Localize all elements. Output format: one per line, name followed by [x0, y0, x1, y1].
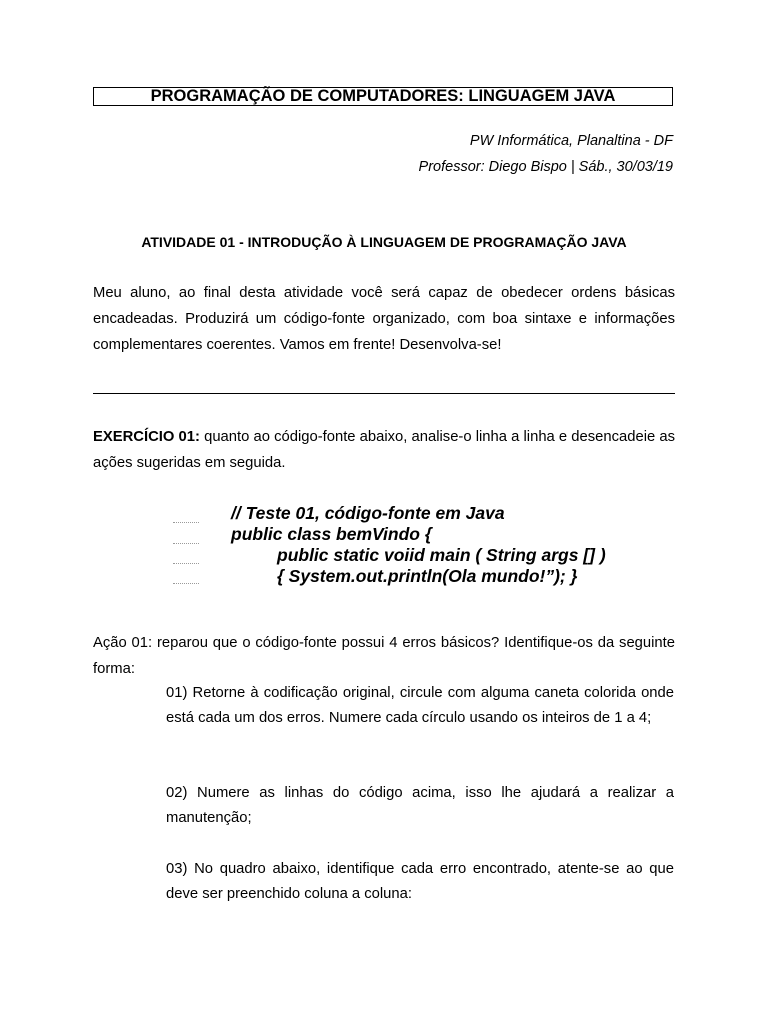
- section-divider: [93, 393, 675, 394]
- document-title: PROGRAMAÇÃO DE COMPUTADORES: LINGUAGEM JAVA: [93, 87, 673, 106]
- action-item: 02) Numere as linhas do código acima, isso lhe ajudará a realizar a manutenção;: [166, 785, 674, 826]
- exercise-label: EXERCÍCIO 01:: [93, 429, 200, 445]
- activity-title: ATIVIDADE 01 - INTRODUÇÃO À LINGUAGEM DE PROGRAMAÇÃO JAVA: [141, 234, 627, 250]
- exercise-text: quanto ao código-fonte abaixo, analise-o linha a linha e desencadeie as ações sugeridas em seguida.: [93, 429, 675, 471]
- action-item: 01) Retorne à codificação original, circule com alguma caneta colorida onde está cada um dos erros. Numere cada círculo usando os inteiros de 1 a 4;: [166, 685, 674, 726]
- line-marker: [173, 583, 199, 584]
- line-marker: [173, 563, 199, 564]
- action-item: 03) No quadro abaixo, identifique cada erro encontrado, atente-se ao que deve ser preenchido coluna a coluna:: [166, 861, 674, 902]
- code-line: { System.out.println(Ola mundo!”); }: [277, 566, 578, 586]
- line-marker: [173, 522, 199, 523]
- institution-line: PW Informática, Planaltina - DF: [469, 133, 673, 149]
- exercise-paragraph: [93, 424, 675, 476]
- code-line: public class bemVindo {: [231, 524, 432, 544]
- code-line: // Teste 01, código-fonte em Java: [231, 503, 505, 523]
- code-line: public static voiid main ( String args [] ): [277, 545, 606, 565]
- professor-date-line: Professor: Diego Bispo | Sáb., 30/03/19: [418, 159, 673, 175]
- intro-paragraph: Meu aluno, ao final desta atividade você será capaz de obedecer ordens básicas encadeadas. Produzirá um código-fonte organizado, com boa sintaxe e informações complementares coerentes. Vamos em frente! Desenvolva-se!: [93, 285, 675, 353]
- line-marker: [173, 543, 199, 544]
- action-paragraph: Ação 01: reparou que o código-fonte possui 4 erros básicos? Identifique-os da seguinte forma:: [93, 635, 675, 677]
